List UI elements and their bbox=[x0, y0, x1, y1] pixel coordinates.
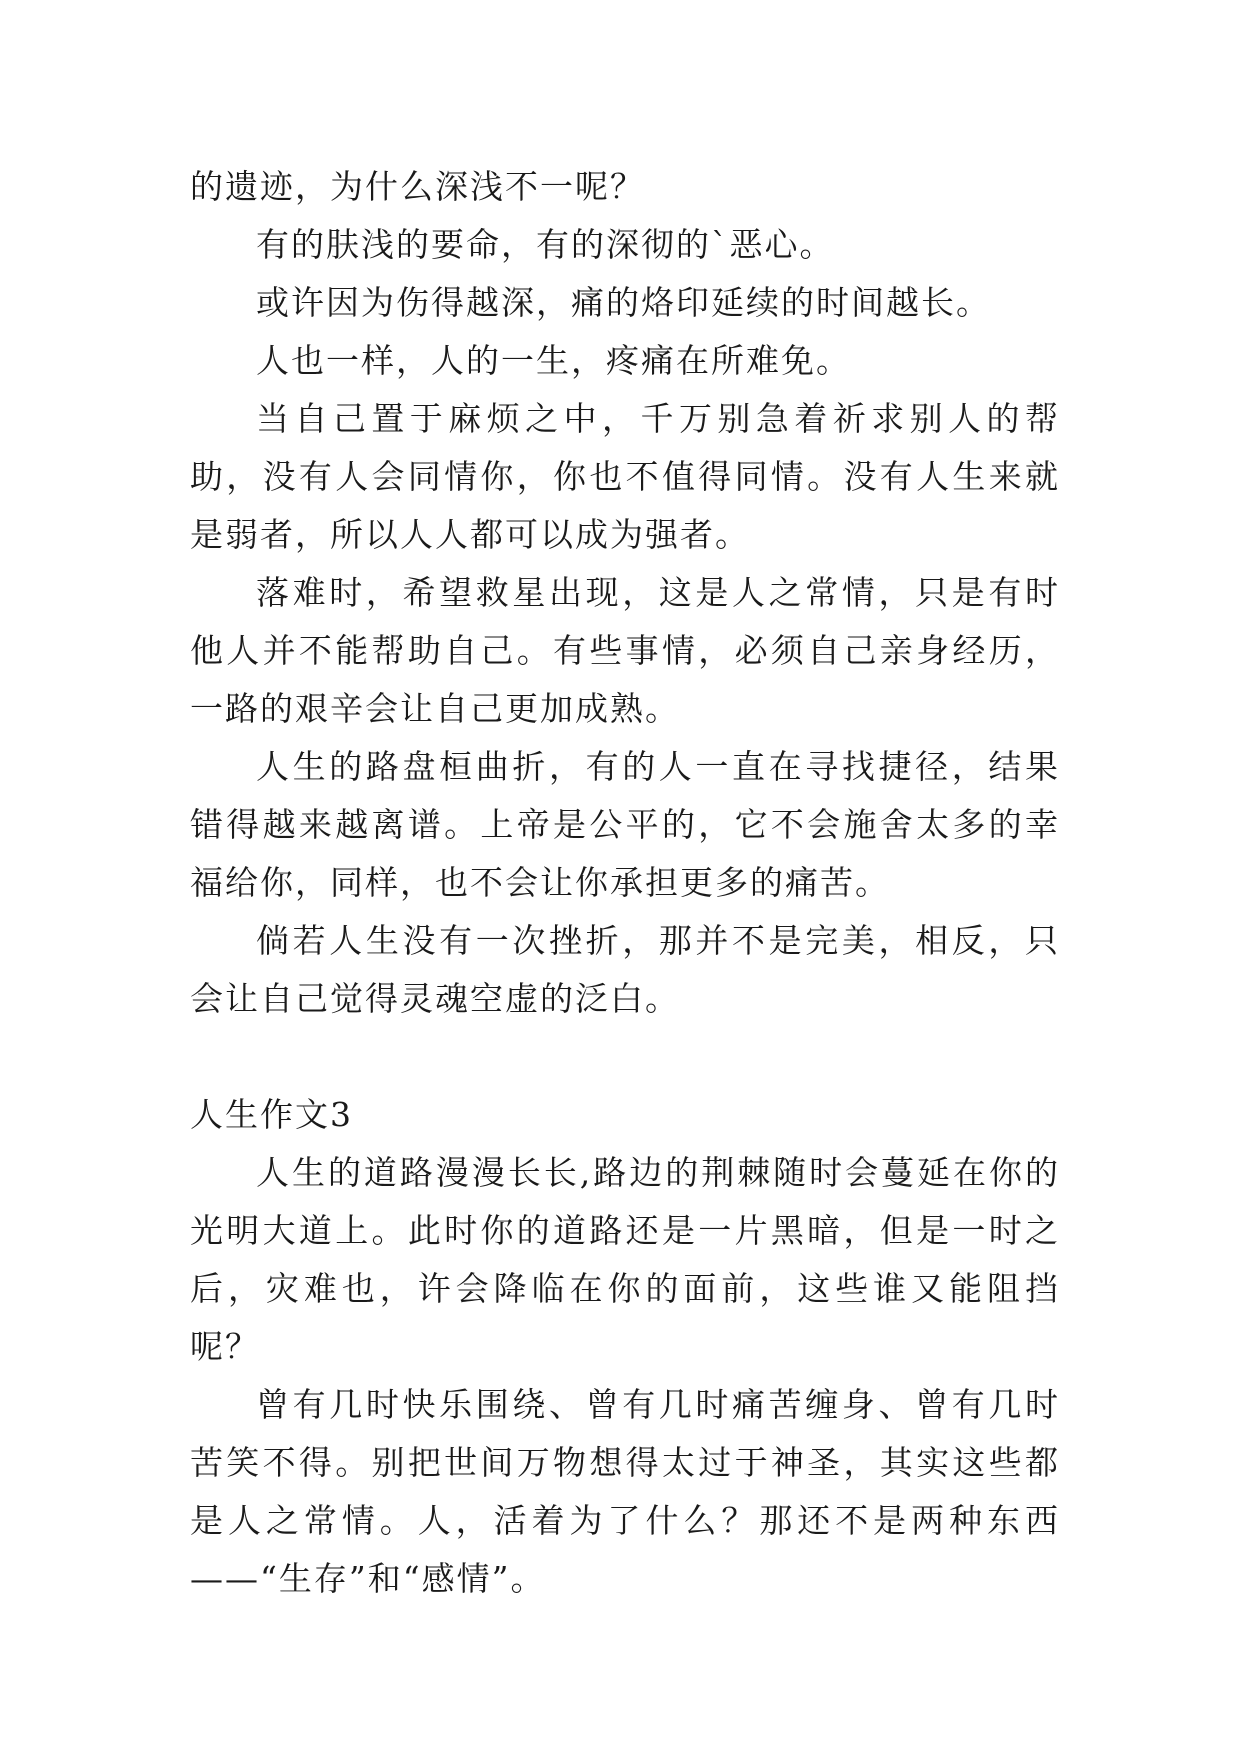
paragraph: 或许因为伤得越深，痛的烙印延续的时间越长。 bbox=[256, 283, 991, 322]
paragraph: 人生的路盘桓曲折，有的人一直在寻找捷径，结果错得越来越离谱。上帝是公平的，它不会施舍太多的幸福给你，同样，也不会让你承担更多的痛苦。 bbox=[190, 747, 1060, 902]
paragraph: 曾有几时快乐围绕、曾有几时痛苦缠身、曾有几时苦笑不得。别把世间万物想得太过于神圣，其实这些都是人之常情。人，活着为了什么？那还不是两种东西——“生存”和“感情”。 bbox=[190, 1385, 1060, 1598]
paragraph-continued: 的遗迹，为什么深浅不一呢？ bbox=[190, 167, 645, 206]
paragraph: 倘若人生没有一次挫折，那并不是完美，相反，只会让自己觉得灵魂空虚的泛白。 bbox=[190, 921, 1060, 1018]
section-spacer bbox=[190, 1028, 1060, 1086]
paragraph: 落难时，希望救星出现，这是人之常情，只是有时他人并不能帮助自己。有些事情，必须自己亲身经历，一路的艰辛会让自己更加成熟。 bbox=[190, 573, 1060, 728]
paragraph: 有的肤浅的要命，有的深彻的`恶心。 bbox=[256, 225, 835, 264]
document-body bbox=[190, 158, 1060, 1608]
paragraph: 人生的道路漫漫长长,路边的荆棘随时会蔓延在你的光明大道上。此时你的道路还是一片黑暗，但是一时之后，灾难也，许会降临在你的面前，这些谁又能阻挡呢？ bbox=[190, 1153, 1060, 1366]
paragraph: 人也一样，人的一生，疼痛在所难免。 bbox=[256, 341, 851, 380]
section-heading: 人生作文3 bbox=[190, 1095, 353, 1134]
paragraph: 当自己置于麻烦之中，千万别急着祈求别人的帮助，没有人会同情你，你也不值得同情。没有人生来就是弱者，所以人人都可以成为强者。 bbox=[190, 399, 1060, 554]
